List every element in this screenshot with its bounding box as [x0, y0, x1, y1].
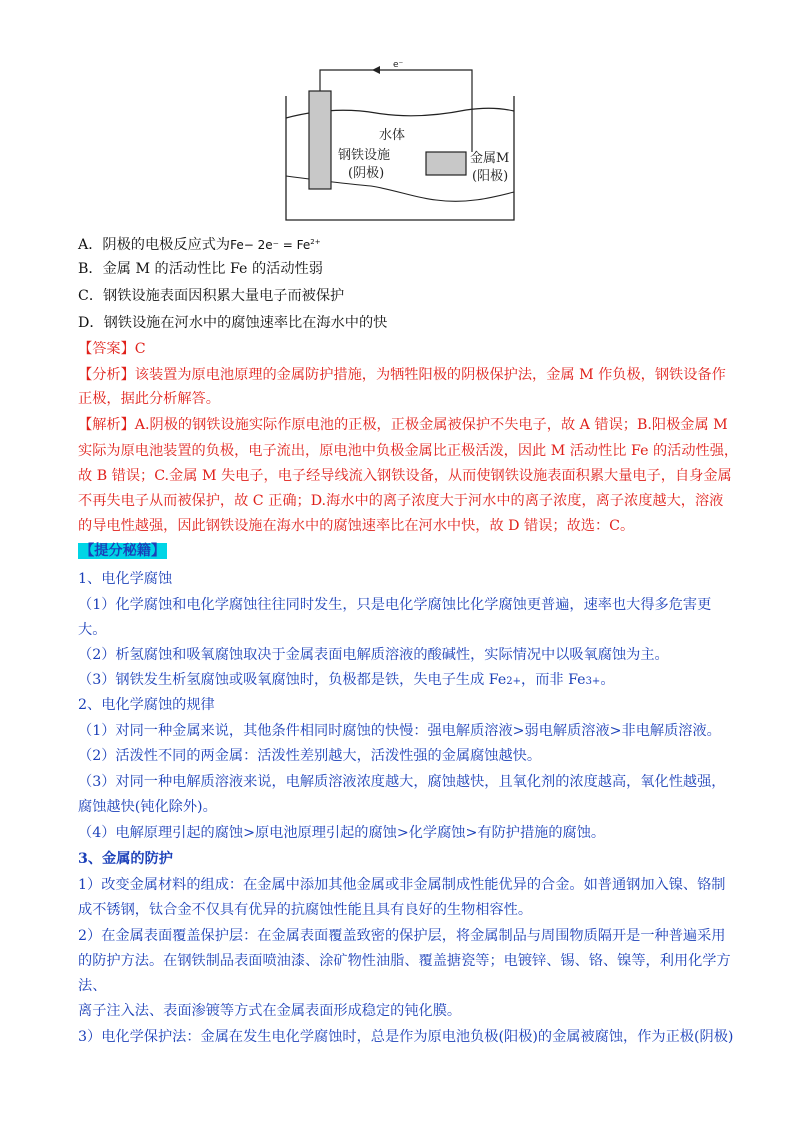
tips-header-label: 【提分秘籍】	[80, 543, 166, 559]
s3-point-1a: 1）改变金属材料的组成：在金属中添加其他金属或非金属制成性能优异的合金。如普通钢加入镍、铬制	[78, 877, 726, 893]
section-1-title: 1、电化学腐蚀	[78, 571, 173, 587]
metal-label-2: (阳极)	[472, 169, 509, 184]
electrochemical-protection-diagram	[276, 58, 526, 226]
s3-point-1b: 成不锈钢，钛合金不仅具有优异的抗腐蚀性能且具有良好的生物相容性。	[78, 902, 533, 918]
s3-point-2c: 法、	[78, 978, 107, 994]
s2-point-4: （4）电解原理引起的腐蚀>原电池原理引起的腐蚀>化学腐蚀>有防护措施的腐蚀。	[78, 825, 606, 841]
metal-label-1: 金属M	[470, 151, 510, 166]
s3-point-2a: 2）在金属表面覆盖保护层：在金属表面覆盖致密的保护层，将金属制品与周围物质隔开是一种普遍采用	[78, 928, 726, 944]
s2-point-3b: 腐蚀越快(钝化除外)。	[78, 799, 217, 815]
electron-label: e⁻	[393, 60, 404, 70]
steel-label-2: (阴极)	[348, 166, 385, 181]
steel-electrode	[309, 91, 331, 189]
option-a-text: A．阴极的电极反应式为	[78, 237, 231, 253]
explanation-line-3: 故 B 错误；C.金属 M 失电子，电子经导线流入钢铁设备，从而使钢铁设施表面积累大量电子，自身金属	[78, 468, 732, 484]
s3-point-3: 3）电化学保护法：金属在发生电化学腐蚀时，总是作为原电池负极(阳极)的金属被腐蚀，作为正极(阴极)	[78, 1029, 734, 1045]
metal-m-block	[426, 152, 466, 175]
analysis-line-2: 正极，据此分析解答。	[78, 391, 220, 407]
explanation-line-2: 实际为原电池装置的负极，电子流出，原电池中负极金属比正极活泼，因此 M 活动性比 Fe 的活动性强，	[78, 443, 739, 459]
s1-point-2: （2）析氢腐蚀和吸氧腐蚀取决于金属表面电解质溶液的酸碱性，实际情况中以吸氧腐蚀为主。	[78, 647, 669, 663]
s1-point-1a: （1）化学腐蚀和电化学腐蚀往往同时发生，只是电化学腐蚀比化学腐蚀更普遍，速率也大得多危害更	[78, 597, 712, 613]
analysis-line-1: 【分析】该装置为原电池原理的金属防护措施，为牺牲阳极的阴极保护法，金属 M 作负极，钢铁设备作	[78, 367, 726, 383]
s1-point-3: （3）钢铁发生析氢腐蚀或吸氧腐蚀时，负极都是铁，失电子生成 Fe2+，而非 Fe3+。	[78, 672, 615, 688]
explanation-line-1: 【解析】A.阴极的钢铁设施实际作原电池的正极，正极金属被保护不失电子，故 A 错误；B.阳极金属 M	[78, 417, 728, 433]
option-d: D．钢铁设施在河水中的腐蚀速率比在海水中的快	[78, 315, 388, 331]
section-2-title: 2、电化学腐蚀的规律	[78, 697, 215, 713]
electron-flow-arrow	[372, 66, 380, 74]
option-a	[78, 232, 798, 255]
s2-point-1: （1）对同一种金属来说，其他条件相同时腐蚀的快慢：强电解质溶液>弱电解质溶液>非电解质溶液。	[78, 723, 721, 739]
s3-point-2d: 离子注入法、表面渗镀等方式在金属表面形成稳定的钝化膜。	[78, 1003, 462, 1019]
explanation-line-5: 的导电性越强，因此钢铁设施在海水中的腐蚀速率比在河水中快，故 D 错误；故选：C。	[78, 518, 635, 534]
s2-point-3a: （3）对同一种电解质溶液来说，电解质溶液浓度越大，腐蚀越快，且氧化剂的浓度越高，氧化性越强，	[78, 774, 726, 790]
steel-label-1: 钢铁设施	[338, 148, 391, 163]
s3-point-2b: 的防护方法。在钢铁制品表面喷油漆、涂矿物性油脂、覆盖搪瓷等；电镀锌、锡、铬、镍等，利用化学方	[78, 953, 731, 969]
option-c: C．钢铁设施表面因积累大量电子而被保护	[78, 288, 345, 304]
s1-point-1b: 大。	[78, 622, 107, 638]
s2-point-2: （2）活泼性不同的两金属：活泼性差别越大，活泼性强的金属腐蚀越快。	[78, 748, 542, 764]
option-b: B．金属 M 的活动性比 Fe 的活动性弱	[78, 261, 323, 277]
option-a-equation: $Fe- 2e^- = Fe^{2+}$	[230, 238, 321, 252]
section-3-title: 3、金属的防护	[78, 851, 173, 867]
water-label: 水体	[379, 128, 406, 143]
tips-header	[78, 541, 798, 561]
explanation-line-4: 不再失电子从而被保护，故 C 正确；D.海水中的离子浓度大于河水中的离子浓度，离子浓度越大，溶液	[78, 493, 724, 509]
answer-line: 【答案】C	[78, 341, 146, 357]
